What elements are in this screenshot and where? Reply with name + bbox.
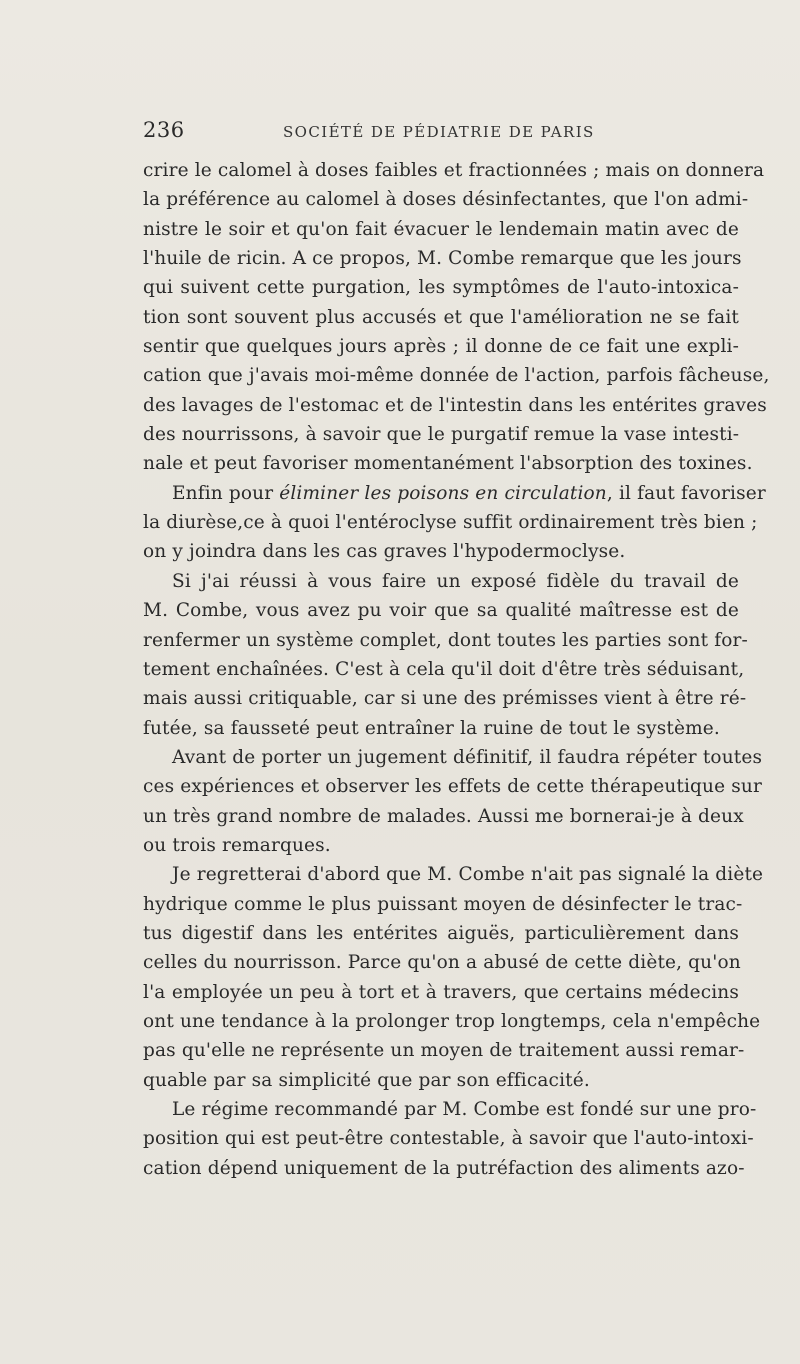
text-line: la préférence au calomel à doses désinfectantes, que l'on admi- bbox=[143, 189, 749, 211]
text-line: Avant de porter un jugement définitif, il faudra répéter toutes bbox=[172, 746, 763, 768]
text-line: quable par sa simplicité que par son efficacité. bbox=[143, 1069, 590, 1091]
text-line: tement enchaînées. C'est à cela qu'il doit d'être très séduisant, bbox=[143, 658, 745, 680]
text-line: tus digestif dans les entérites aiguës, particulièrement dans bbox=[143, 922, 739, 944]
page-header bbox=[143, 118, 743, 148]
text-line: la diurèse,ce à quoi l'entéroclyse suffit ordinairement très bien ; bbox=[143, 512, 758, 534]
text-line: pas qu'elle ne représente un moyen de traitement aussi remar- bbox=[143, 1040, 745, 1062]
text-line: on y joindra dans les cas graves l'hypodermoclyse. bbox=[143, 541, 626, 563]
text-line: Le régime recommandé par M. Combe est fondé sur une pro- bbox=[172, 1099, 757, 1120]
text-line: Je regretterai d'abord que M. Combe n'ait pas signalé la diète bbox=[172, 864, 764, 886]
text-line: ou trois remarques. bbox=[143, 834, 331, 856]
text-line: sentir que quelques jours après ; il donne de ce fait une expli- bbox=[143, 336, 739, 358]
text-line: ces expériences et observer les effets de cette thérapeutique sur bbox=[143, 776, 762, 798]
text-line: l'huile de ricin. A ce propos, M. Combe remarque que les jours bbox=[143, 248, 742, 270]
text-line: des nourrissons, à savoir que le purgatif remue la vase intesti- bbox=[143, 424, 740, 446]
text-line: renfermer un système complet, dont toutes les parties sont for- bbox=[143, 629, 748, 651]
text-line: futée, sa fausseté peut entraîner la ruine de tout le système. bbox=[143, 717, 720, 739]
text-line: M. Combe, vous avez pu voir que sa qualité maîtresse est de bbox=[143, 600, 739, 622]
text-line: ont une tendance à la prolonger trop longtemps, cela n'empêche bbox=[143, 1010, 761, 1032]
text-line: cation que j'avais moi-même donnée de l'action, parfois fâcheuse, bbox=[143, 365, 770, 387]
text-line: position qui est peut-être contestable, à savoir que l'auto-intoxi- bbox=[143, 1128, 754, 1150]
text-run: Enfin pour bbox=[172, 482, 280, 504]
text-line: un très grand nombre de malades. Aussi me bornerai-je à deux bbox=[143, 805, 744, 827]
text-line: nale et peut favoriser momentanément l'absorption des toxines. bbox=[143, 453, 753, 475]
text-line: cation dépend uniquement de la putréfaction des aliments azo- bbox=[143, 1157, 745, 1179]
text-run: , il faut favoriser bbox=[606, 482, 766, 504]
text-line: celles du nourrisson. Parce qu'on a abusé de cette diète, qu'on bbox=[143, 952, 741, 974]
body-text bbox=[143, 156, 770, 1183]
text-line-with-italic bbox=[143, 479, 766, 508]
page-number: 236 bbox=[143, 118, 185, 142]
text-line: l'a employée un peu à tort et à travers, que certains médecins bbox=[143, 981, 739, 1003]
text-line: mais aussi critiquable, car si une des prémisses vient à être ré- bbox=[143, 688, 747, 710]
running-head: SOCIÉTÉ DE PÉDIATRIE DE PARIS bbox=[283, 123, 595, 141]
text-line: nistre le soir et qu'on fait évacuer le lendemain matin avec de bbox=[143, 218, 739, 240]
italic-phrase: éliminer les poisons en circulation bbox=[279, 482, 607, 504]
text-line: des lavages de l'estomac et de l'intestin dans les entérites graves bbox=[143, 394, 767, 416]
text-line: hydrique comme le plus puissant moyen de désinfecter le trac- bbox=[143, 893, 743, 915]
text-line: Si j'ai réussi à vous faire un exposé fidèle du travail de bbox=[172, 570, 739, 592]
text-line: qui suivent cette purgation, les symptômes de l'auto-intoxica- bbox=[143, 277, 739, 299]
text-line: crire le calomel à doses faibles et fractionnées ; mais on donnera bbox=[143, 160, 765, 181]
text-line: tion sont souvent plus accusés et que l'amélioration ne se fait bbox=[143, 306, 739, 328]
